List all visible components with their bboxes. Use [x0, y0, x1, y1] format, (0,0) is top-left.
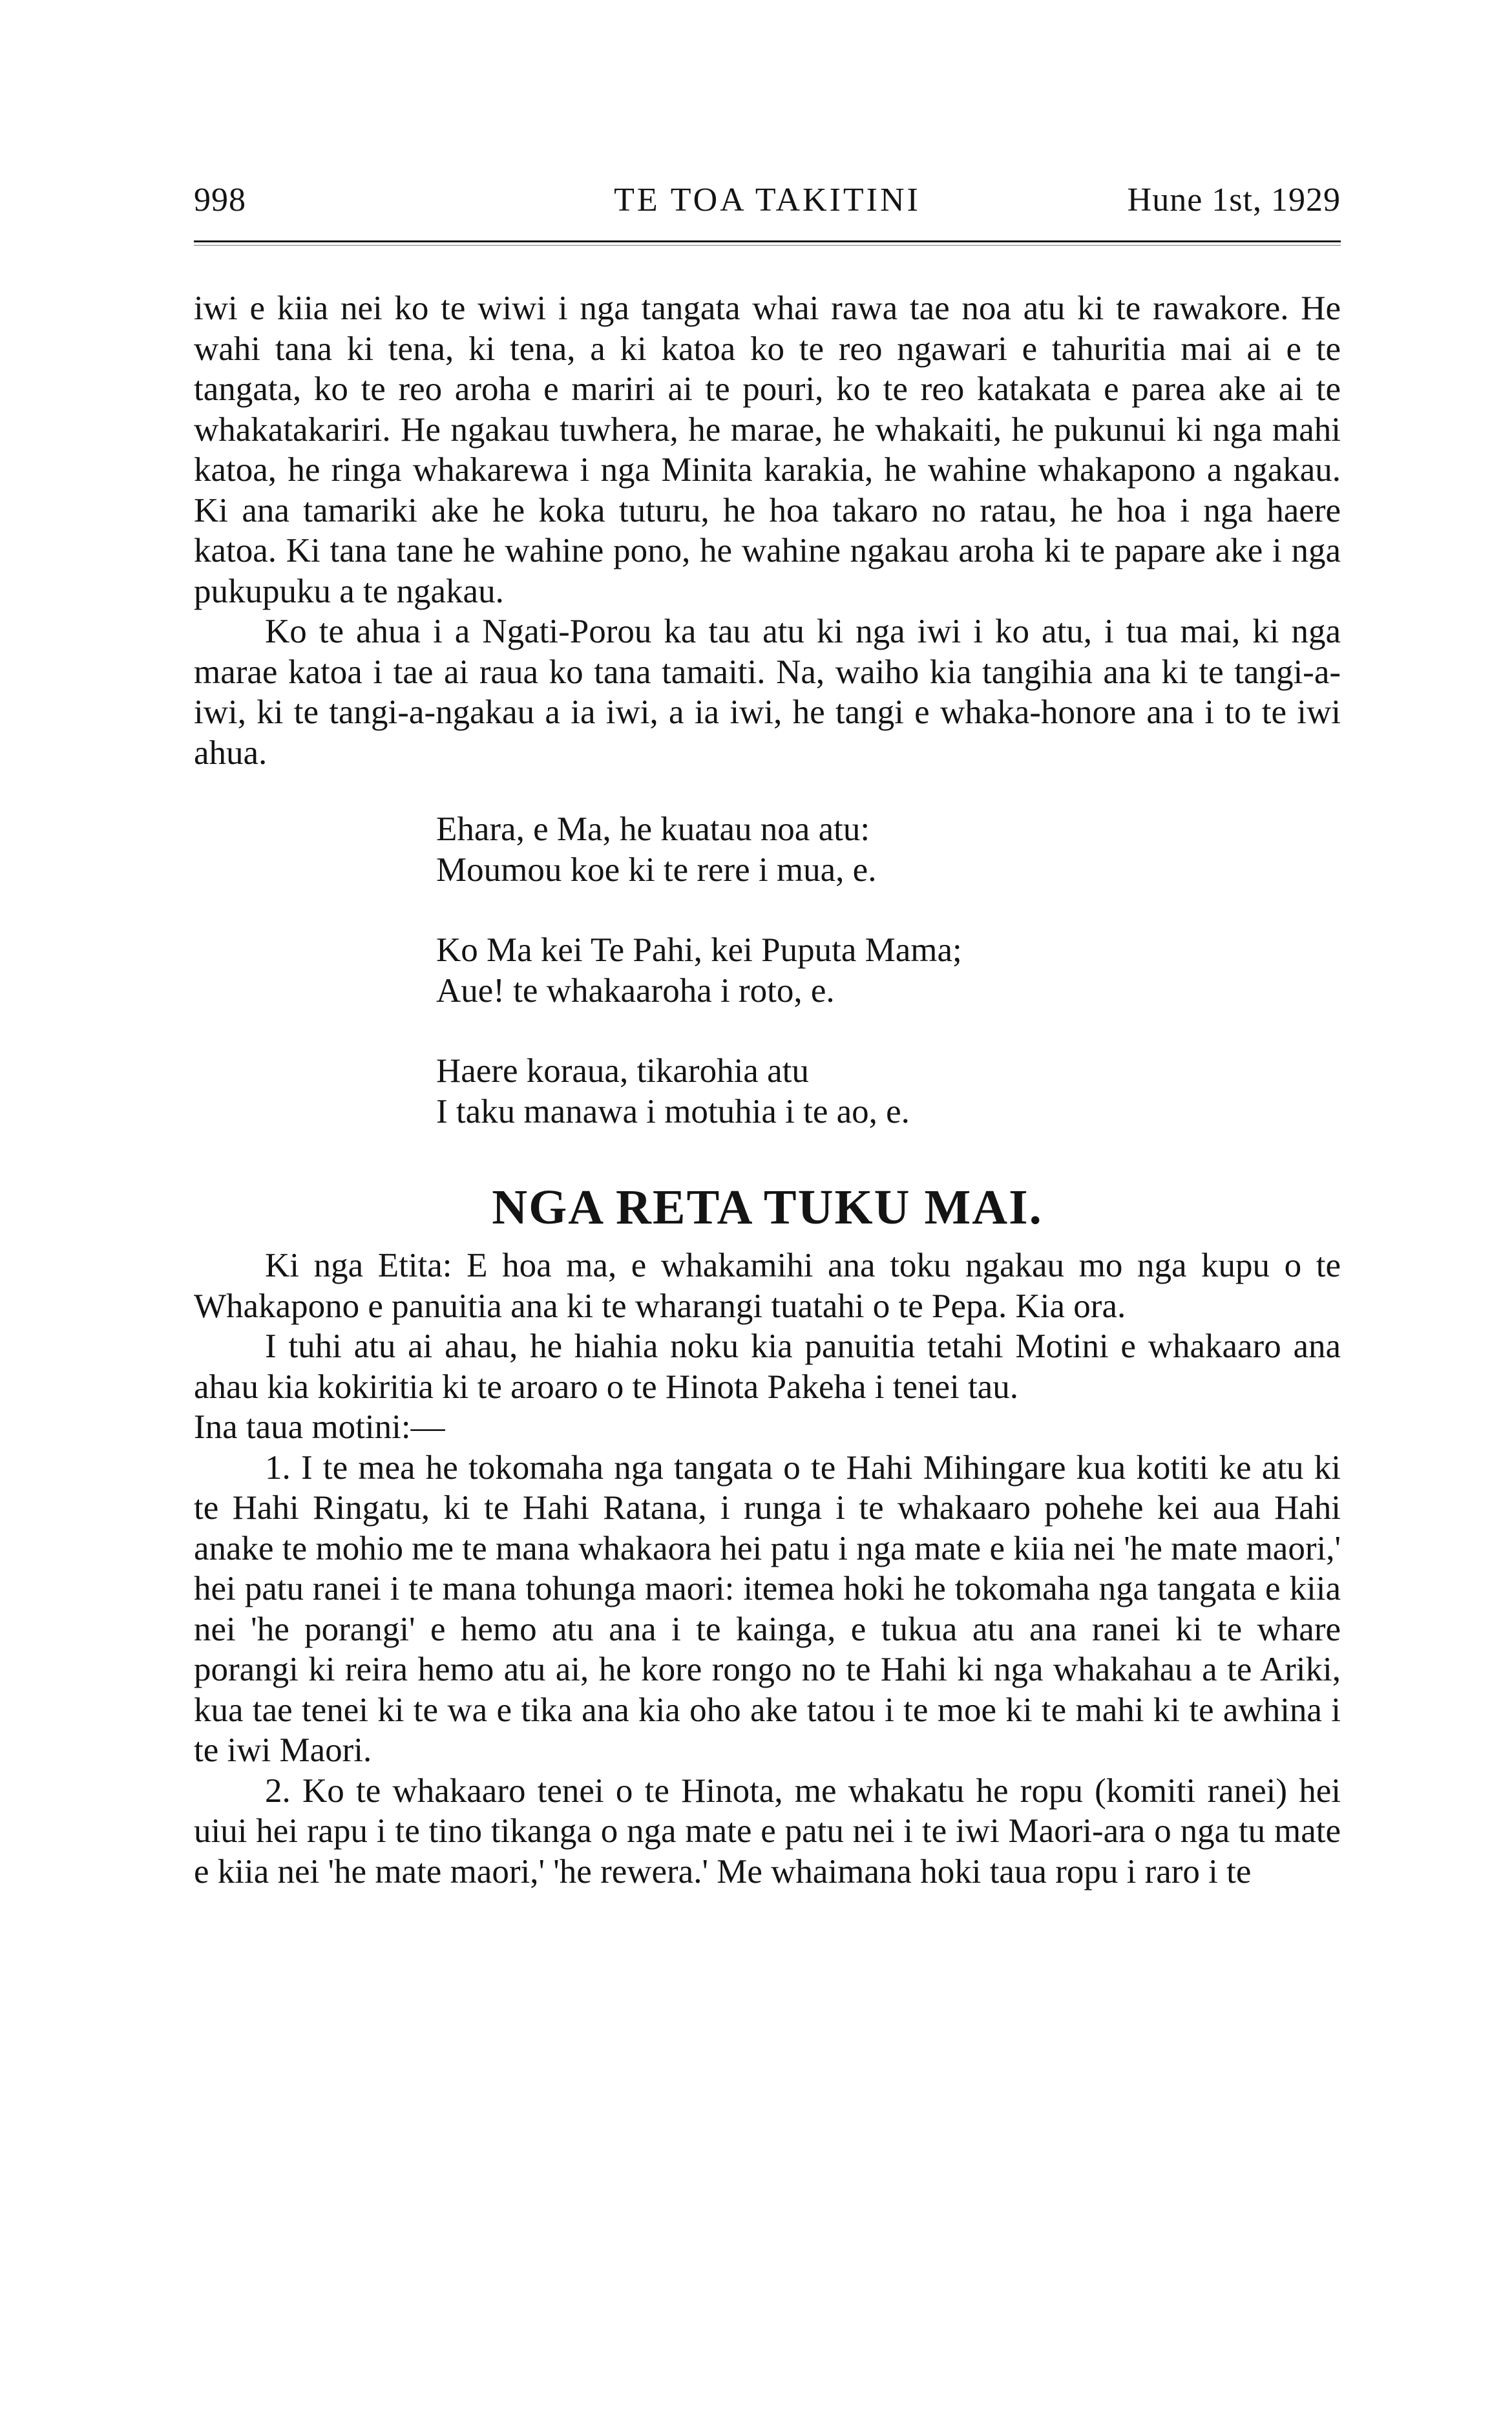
running-head	[194, 175, 1341, 226]
paragraph: Ki nga Etita: E hoa ma, e whakamihi ana toku ngakau mo nga kupu o te Whakapono e panuitia ana ki te wharangi tuatahi o te Pepa. Kia ora.	[194, 1247, 1341, 1325]
motion-item: 1. I te mea he tokomaha nga tangata o te Hahi Mihingare kua kotiti ke atu ki te Hahi Ringatu, ki te Hahi Ratana, i runga i te whakaaro pohehe kei aua Hahi anake te mohio me te mana whakaora hei patu i nga mate e kiia nei 'he mate maori,' hei patu ranei i te mana tohunga maori: itemea hoki he tokomaha nga tangata e kiia nei 'he porangi' e hemo atu ana i te kainga, e tukua atu ana ranei ki te whare porangi ki reira hemo atu ai, he kore rongo no te Hahi ki nga whakahau a te Ariki, kua tae tenei ki te wa e tika ana kia oho ake tatou i te moe ki te mahi ki te awhina i te iwi Maori.	[194, 1448, 1341, 1769]
page	[194, 175, 1341, 1892]
verse-line: I taku manawa i motuhia i te ao, e.	[436, 1092, 910, 1130]
verse-line: Ko Ma kei Te Pahi, kei Puputa Mama;	[436, 931, 962, 969]
motion-item: 2. Ko te whakaaro tenei o te Hinota, me whakatu he ropu (komiti ranei) hei uiui hei rapu i te tino tikanga o nga mate e patu nei i te iwi Maori-ara o nga tu mate e kiia nei 'he mate maori,' 'he rewera.' Me whaimana hoki taua ropu i raro i te	[194, 1772, 1341, 1891]
verse-line: Ehara, e Ma, he kuatau noa atu:	[436, 810, 870, 848]
verse-line: Haere koraua, tikarohia atu	[436, 1052, 809, 1090]
paragraph: iwi e kiia nei ko te wiwi i nga tangata whai rawa tae noa atu ki te rawakore. He wahi tana ki tena, ki tena, a ki katoa ko te reo ngawari e tahuritia mai ai e te tangata, ko te reo aroha e mariri ai te pouri, ko te reo katakata e parea ake ai te whakatakariri. He ngakau tuwhera, he marae, he whakaiti, he pukunui ki nga mahi katoa, he ringa whakarewa i nga Minita karakia, he wahine whakapono a ngakau. Ki ana tamariki ake he koka tuturu, he hoa takaro no ratau, he hoa i nga haere katoa. Ki tana tane he wahine pono, he wahine ngakau aroha ki te papare ake i nga pukupuku a te ngakau.	[194, 290, 1341, 610]
lament-verse	[194, 809, 1341, 1132]
header-rule	[194, 240, 1341, 246]
verse-line: Aue! te whakaaroha i roto, e.	[436, 971, 835, 1010]
stanza	[436, 1051, 1341, 1132]
paragraph: Ko te ahua i a Ngati-Porou ka tau atu ki nga iwi i ko atu, i tua mai, ki nga marae katoa i tae ai raua ko tana tamaiti. Na, waiho kia tangihia ana ki te tangi-a-iwi, ki te tangi-a-ngakau a ia iwi, a ia iwi, he tangi e whaka-honore ana i to te iwi ahua.	[194, 613, 1341, 772]
stanza	[436, 809, 1341, 890]
journal-title: TE TOA TAKITINI	[614, 182, 921, 218]
paragraph: Ina taua motini:—	[194, 1408, 445, 1446]
paragraph: I tuhi atu ai ahau, he hiahia noku kia panuitia tetahi Motini e whakaaro ana ahau kia kokiritia ki te aroaro o te Hinota Pakeha i tenei tau.	[194, 1328, 1341, 1406]
stanza	[436, 930, 1341, 1011]
section-heading: NGA RETA TUKU MAI.	[492, 1180, 1043, 1234]
issue-date: Hune 1st, 1929	[1127, 182, 1341, 218]
letters-section	[194, 1245, 1341, 1892]
verse-line: Moumou koe ki te rere i mua, e.	[436, 851, 877, 889]
page-number: 998	[194, 182, 246, 218]
article-continuation	[194, 288, 1341, 773]
